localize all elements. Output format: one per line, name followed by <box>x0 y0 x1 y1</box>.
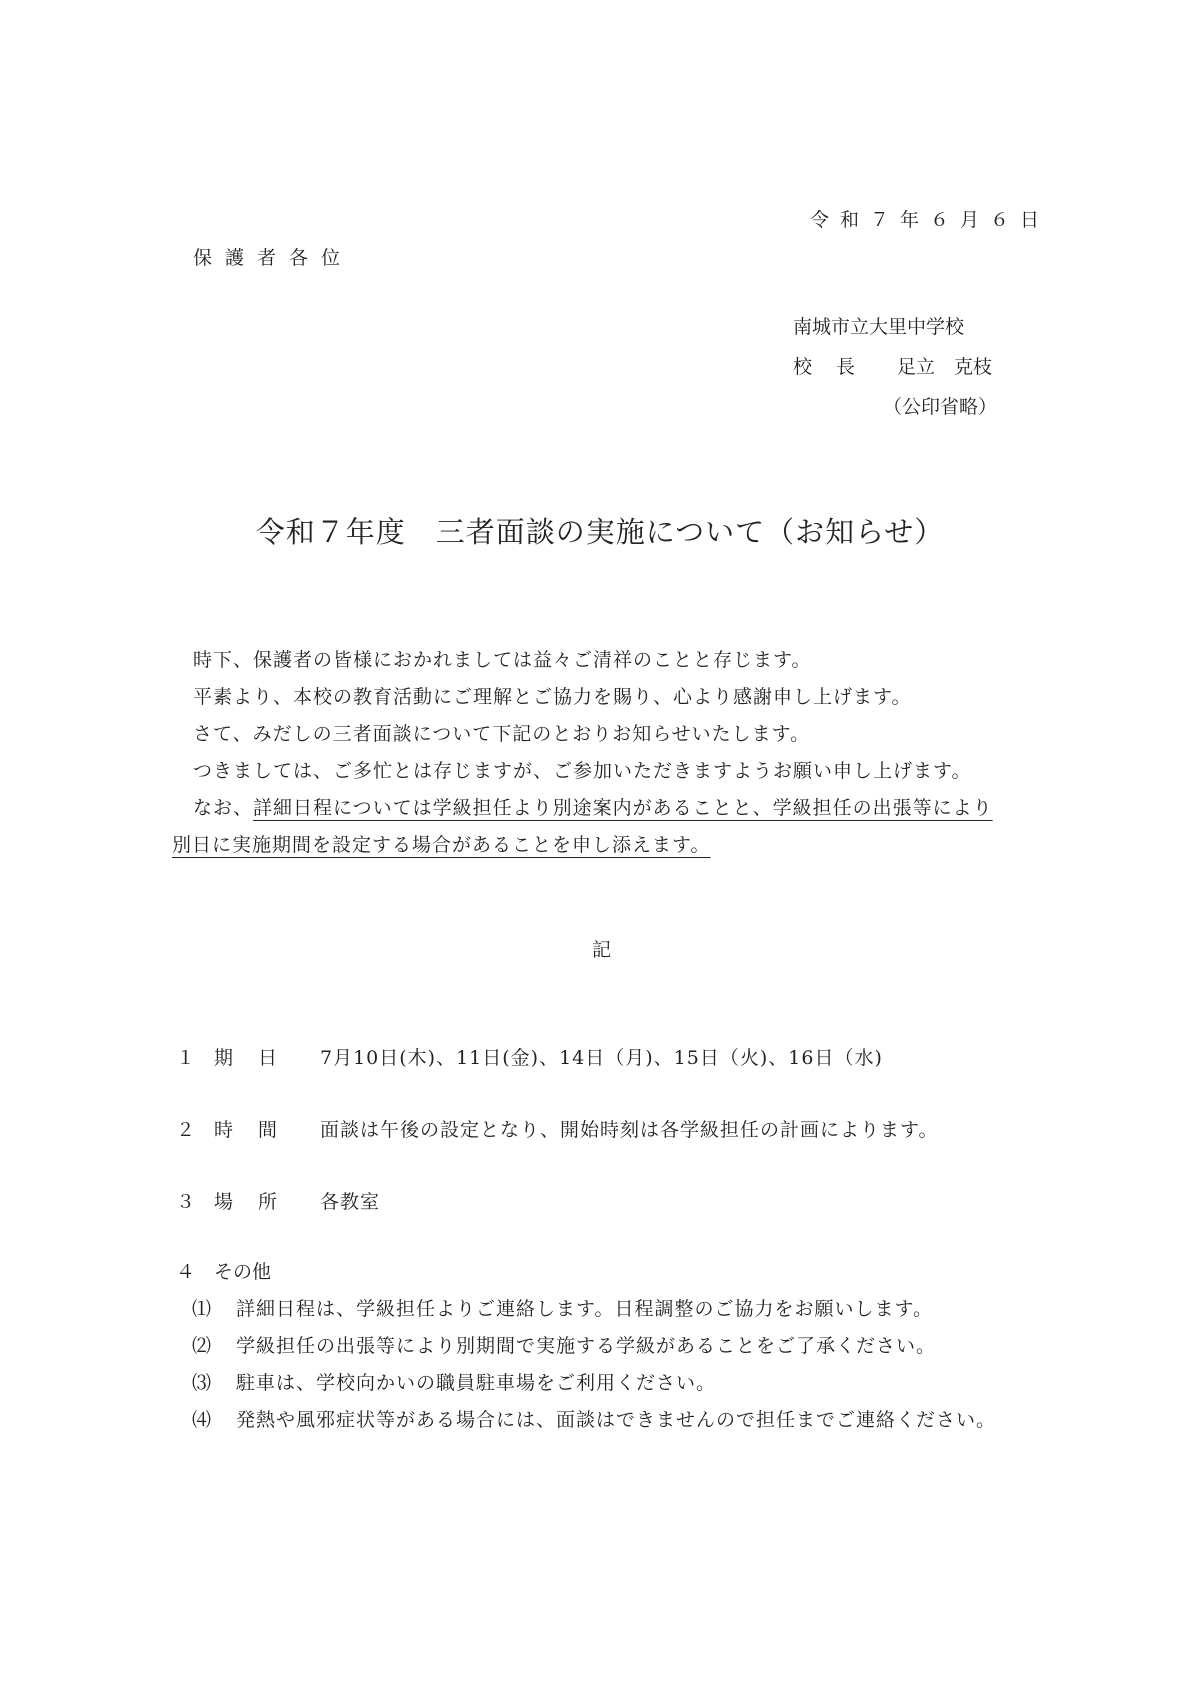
principal-name: 足立 克枝 <box>897 356 993 378</box>
body-paragraph-5-plain: なお、 <box>193 797 254 819</box>
sub-item-text-4: 発熱や風邪症状等がある場合には、面談はできませんので担任までご連絡ください。 <box>236 1409 997 1431</box>
seal-note: （公印省略） <box>883 396 998 418</box>
item-label-2 <box>214 1115 277 1142</box>
sub-item-text-3: 駐車は、学校向かいの職員駐車場をご利用ください。 <box>236 1372 717 1394</box>
item-label-1-b: 日 <box>258 1047 278 1069</box>
item-number-1: １ <box>176 1047 196 1069</box>
document-date: 令和７年６月６日 <box>810 209 1051 231</box>
item-number-4: ４ <box>176 1261 196 1283</box>
sub-item-number-4: ⑷ <box>192 1409 212 1431</box>
sub-item-number-1: ⑴ <box>192 1298 212 1320</box>
sub-item-text-2: 学級担任の出張等により別期間で実施する学級があることをご了承ください。 <box>236 1335 937 1357</box>
school-name: 南城市立大里中学校 <box>793 316 965 338</box>
item-number-2: ２ <box>176 1119 196 1141</box>
item-label-2-b: 間 <box>258 1119 278 1141</box>
body-paragraph-2: 平素より、本校の教育活動にご理解とご協力を賜り、心より感謝申し上げます。 <box>193 686 912 708</box>
body-paragraph-6 <box>172 830 710 857</box>
body-paragraph-4: つきましては、ご多忙とは存じますが、ご参加いただきますようお願い申し上げます。 <box>193 760 972 782</box>
principal-line <box>793 352 992 379</box>
sub-item-number-3: ⑶ <box>192 1372 212 1394</box>
item-label-4: その他 <box>214 1261 272 1283</box>
item-label-1 <box>214 1043 277 1070</box>
item-value-place: 各教室 <box>320 1191 381 1213</box>
item-label-3 <box>214 1187 277 1214</box>
sub-item-number-2: ⑵ <box>192 1335 212 1357</box>
ki-heading: 記 <box>592 939 612 961</box>
item-label-3-a: 場 <box>214 1191 234 1213</box>
body-paragraph-5 <box>193 793 993 820</box>
document-title: 令和７年度 三者面談の実施について（お知らせ） <box>255 515 945 549</box>
item-value-dates: 7月10日(木)、11日(金)、14日（月)、15日（火)、16日（水) <box>320 1047 883 1069</box>
item-label-3-b: 所 <box>258 1191 278 1213</box>
body-paragraph-1: 時下、保護者の皆様におかれましては益々ご清祥のことと存じます。 <box>193 649 812 671</box>
body-paragraph-6-underlined: 別日に実施期間を設定する場合があることを申し添えます。 <box>172 834 711 856</box>
item-value-time: 面談は午後の設定となり、開始時刻は各学級担任の計画によります。 <box>320 1119 939 1141</box>
item-number-3: ３ <box>176 1191 196 1213</box>
item-label-2-a: 時 <box>214 1119 234 1141</box>
sub-item-text-1: 詳細日程は、学級担任よりご連絡します。日程調整のご協力をお願いします。 <box>236 1298 933 1320</box>
addressee: 保護者各位 <box>193 247 354 269</box>
item-label-1-a: 期 <box>214 1047 234 1069</box>
body-paragraph-3: さて、みだしの三者面談について下記のとおりお知らせいたします。 <box>193 723 811 745</box>
principal-role: 校長 <box>793 356 880 378</box>
body-paragraph-5-underlined: 詳細日程については学級担任より別途案内があることと、学級担任の出張等により <box>253 797 993 819</box>
